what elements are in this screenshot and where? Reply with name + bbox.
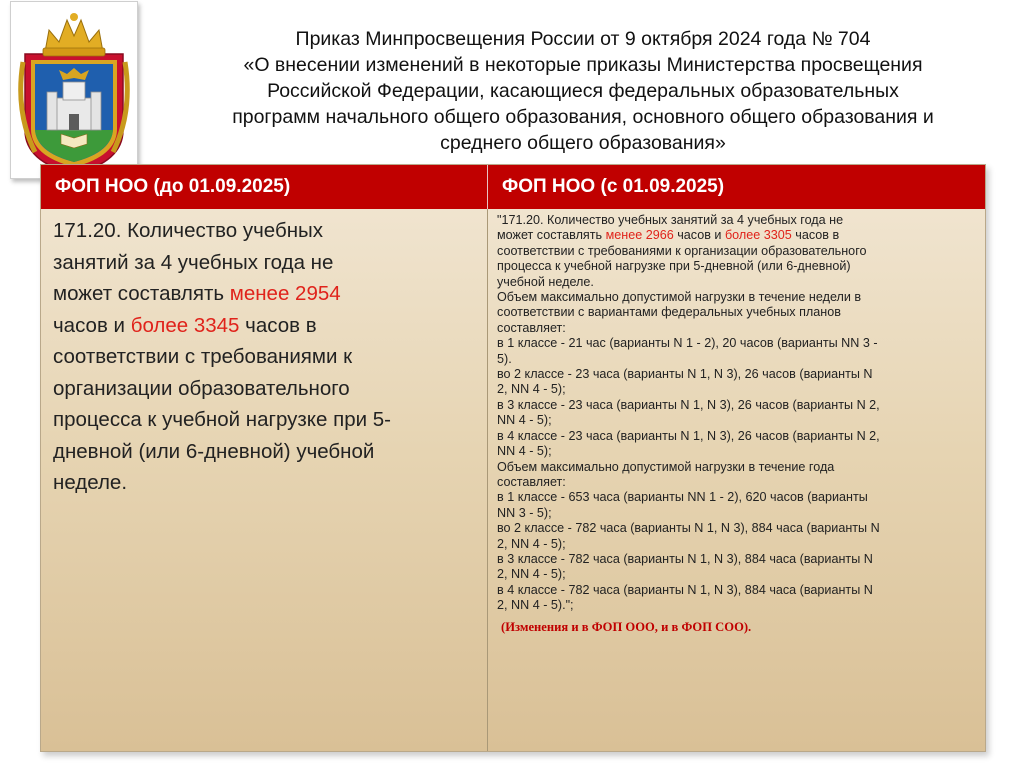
text-line: Объем максимально допустимой нагрузки в течение года: [497, 459, 835, 474]
text-line: организации образовательного: [53, 376, 350, 400]
text-line: в 1 классе - 21 час (варианты N 1 - 2), 20 часов (варианты NN 3 -: [497, 336, 878, 351]
text-line: составляет:: [497, 320, 566, 335]
text-line: неделе.: [53, 471, 128, 494]
text-line: во 2 классе - 23 часа (варианты N 1, N 3), 26 часов (варианты N: [497, 367, 873, 382]
comparison-table: [40, 164, 986, 752]
title-line: Приказ Минпросвещения России от 9 октября 2024 года № 704: [295, 28, 871, 50]
highlight-min-hours: менее 2966: [605, 228, 674, 243]
text-line: [53, 310, 477, 342]
changes-note: (Изменения и в ФОП ООО, и в ФОП СОО).: [501, 619, 752, 634]
text-line: учебной неделе.: [497, 274, 594, 289]
text-line: "171.20. Количество учебных занятий за 4 учебных года не: [497, 213, 844, 227]
title-line: Российской Федерации, касающиеся федеральных образовательных: [267, 80, 899, 102]
text-line: NN 4 - 5);: [497, 413, 552, 428]
page-title: [160, 26, 1006, 156]
text-span: часов и: [53, 313, 131, 337]
text-span: может составлять: [53, 282, 230, 305]
text-line: NN 4 - 5);: [497, 444, 552, 459]
text-line: 2, NN 4 - 5);: [497, 567, 566, 582]
text-line: составляет:: [497, 474, 566, 489]
header-old-version: ФОП НОО (до 01.09.2025): [41, 165, 488, 209]
old-version-cell: [41, 209, 488, 751]
text-line: в 3 классе - 23 часа (варианты N 1, N 3), 26 часов (варианты N 2,: [497, 397, 880, 412]
text-line: процесса к учебной нагрузке при 5-: [53, 408, 391, 431]
text-line: занятий за 4 учебных года не: [53, 250, 334, 274]
header-new-version: ФОП НОО (с 01.09.2025): [488, 165, 985, 209]
highlight-max-hours: более 3345: [130, 313, 240, 337]
text-line: [497, 228, 977, 243]
text-line: NN 3 - 5);: [497, 505, 552, 520]
text-line: процесса к учебной нагрузке при 5-дневной (или 6-дневной): [497, 259, 851, 274]
text-line: дневной (или 6-дневной) учебной: [53, 439, 375, 463]
text-line: в 1 классе - 653 часа (варианты NN 1 - 2), 620 часов (варианты: [497, 490, 868, 505]
new-version-text: [497, 213, 977, 614]
text-line: в 3 классе - 782 часа (варианты N 1, N 3), 884 часа (варианты N: [497, 551, 873, 566]
text-line: Объем максимально допустимой нагрузки в течение недели в: [497, 290, 862, 305]
title-line: программ начального общего образования, основного общего образования и: [232, 106, 934, 128]
highlight-min-hours: менее 2954: [229, 282, 341, 305]
text-line: 171.20. Количество учебных: [53, 219, 324, 242]
text-span: может составлять: [497, 228, 606, 243]
title-line: «О внесении изменений в некоторые приказы Министерства просвещения: [243, 54, 923, 76]
new-version-cell: [488, 209, 985, 751]
text-span: часов и: [673, 228, 725, 243]
text-line: в 4 классе - 23 часа (варианты N 1, N 3), 26 часов (варианты N 2,: [497, 428, 880, 443]
text-line: соответствии с требованиями к: [53, 345, 353, 368]
text-line: соответствии с требованиями к организации образовательного: [497, 243, 867, 258]
text-line: 2, NN 4 - 5);: [497, 382, 566, 397]
text-line: [53, 278, 477, 310]
text-line: в 4 классе - 782 часа (варианты N 1, N 3), 884 часа (варианты N: [497, 582, 873, 597]
text-span: часов в: [239, 313, 317, 337]
emblem-frame: [10, 1, 138, 179]
text-span: часов в: [791, 228, 840, 243]
title-line: среднего общего образования»: [440, 132, 726, 154]
old-version-text: [53, 215, 477, 499]
coat-of-arms-icon: [11, 2, 137, 178]
text-line: соответствии с вариантами федеральных учебных планов: [497, 305, 841, 320]
text-line: 5).: [497, 351, 512, 366]
text-line: 2, NN 4 - 5).";: [497, 598, 574, 613]
highlight-max-hours: более 3305: [724, 228, 792, 243]
text-line: 2, NN 4 - 5);: [497, 536, 566, 551]
text-line: во 2 классе - 782 часа (варианты N 1, N 3), 884 часа (варианты N: [497, 521, 880, 536]
